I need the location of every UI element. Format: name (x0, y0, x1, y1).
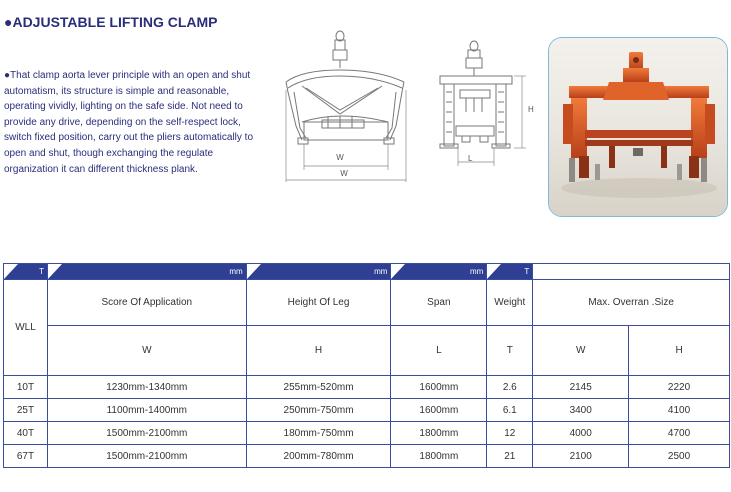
clamp-front-view-drawing (282, 30, 417, 185)
drawing1-outer-width-label: W (340, 169, 348, 178)
table-cell: 2220 (629, 376, 730, 399)
subheader-cell: T (487, 326, 533, 376)
table-cell: 180mm-750mm (246, 422, 391, 445)
table-cell: 2500 (629, 445, 730, 468)
product-photo (548, 37, 728, 217)
table-cell: 1800mm (391, 445, 487, 468)
subheader-cell: H (629, 326, 730, 376)
lifting-clamp-photo-illustration (549, 38, 727, 216)
header-application: Score Of Application (47, 280, 246, 326)
table-row (4, 376, 730, 399)
header-row (4, 280, 730, 326)
table-cell: 4000 (533, 422, 629, 445)
table-cell: 1800mm (391, 422, 487, 445)
table-cell: 200mm-780mm (246, 445, 391, 468)
page-title: ●ADJUSTABLE LIFTING CLAMP (4, 14, 218, 30)
table-cell: 1500mm-2100mm (47, 422, 246, 445)
table-cell: 21 (487, 445, 533, 468)
table-cell: 4700 (629, 422, 730, 445)
table-cell: 2145 (533, 376, 629, 399)
header-leg: Height Of Leg (246, 280, 391, 326)
subheader-cell: W (47, 326, 246, 376)
drawing2-length-label: L (468, 154, 473, 163)
table-cell: 255mm-520mm (246, 376, 391, 399)
header-overran: Max. Overran .Size (533, 280, 730, 326)
subheader-cell: W (533, 326, 629, 376)
table-cell: 2.6 (487, 376, 533, 399)
unit-tab-wll: T (4, 264, 47, 279)
table-cell: 1230mm-1340mm (47, 376, 246, 399)
table-row (4, 422, 730, 445)
subheader-cell: H (246, 326, 391, 376)
table-row (4, 399, 730, 422)
table-cell: 40T (4, 422, 48, 445)
unit-tab-application: mm (48, 264, 246, 279)
spec-table (3, 263, 730, 468)
drawing2-height-label: H (528, 105, 534, 114)
table-cell: 67T (4, 445, 48, 468)
header-wll: WLL (4, 280, 48, 376)
unit-tab-weight: T (487, 264, 532, 279)
table-cell: 2100 (533, 445, 629, 468)
table-cell: 1600mm (391, 399, 487, 422)
table-cell: 250mm-750mm (246, 399, 391, 422)
product-description: ●That clamp aorta lever principle with an open and shut automatism, its structure is simple and reasonable, operating vividly, lighting on the safe side. Not need to provide any drive, depending on the self-respect lock, switch fixed position, carry out the pliers automatically to open and shut, though exchanging the regulate organization it can different thickness plank. (4, 70, 253, 175)
unit-row (4, 264, 730, 280)
table-cell: 1600mm (391, 376, 487, 399)
subheader-row (4, 326, 730, 376)
table-cell: 6.1 (487, 399, 533, 422)
table-cell: 12 (487, 422, 533, 445)
table-cell: 25T (4, 399, 48, 422)
table-cell: 1500mm-2100mm (47, 445, 246, 468)
table-cell: 1100mm-1400mm (47, 399, 246, 422)
unit-tab-leg: mm (247, 264, 391, 279)
table-cell: 3400 (533, 399, 629, 422)
table-cell: 10T (4, 376, 48, 399)
drawing1-inner-width-label: W (336, 153, 344, 162)
header-weight: Weight (487, 280, 533, 326)
subheader-cell: L (391, 326, 487, 376)
table-row (4, 445, 730, 468)
table-cell: 4100 (629, 399, 730, 422)
clamp-side-view-drawing (436, 40, 536, 175)
unit-tab-span: mm (391, 264, 486, 279)
header-span: Span (391, 280, 487, 326)
